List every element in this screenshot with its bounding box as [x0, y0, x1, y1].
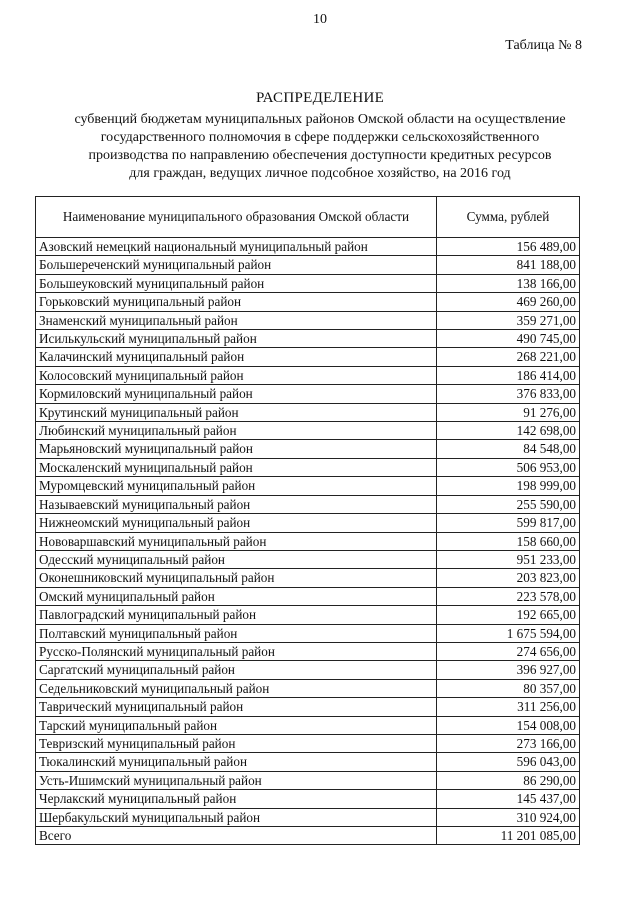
subtitle-line: для граждан, ведущих личное подсобное хозяйство, на 2016 год — [129, 166, 511, 181]
subsidy-amount: 91 276,00 — [437, 403, 580, 421]
table-label: Таблица № 8 — [505, 38, 582, 53]
subsidy-amount: 311 256,00 — [437, 698, 580, 716]
district-name: Оконешниковский муниципальный район — [36, 569, 437, 587]
subsidy-amount: 268 221,00 — [437, 348, 580, 366]
table-row — [36, 679, 580, 697]
district-name: Азовский немецкий национальный муниципальный район — [36, 238, 437, 256]
subsidy-amount: 80 357,00 — [437, 679, 580, 697]
table-row — [36, 642, 580, 660]
table-row — [36, 532, 580, 550]
subsidy-amount: 186 414,00 — [437, 366, 580, 384]
district-name: Называевский муниципальный район — [36, 495, 437, 513]
table-row — [36, 624, 580, 642]
district-name: Кормиловский муниципальный район — [36, 385, 437, 403]
subsidy-amount: 223 578,00 — [437, 587, 580, 605]
subsidy-amount: 490 745,00 — [437, 330, 580, 348]
table-row — [36, 238, 580, 256]
district-name: Большеуковский муниципальный район — [36, 274, 437, 292]
subsidy-amount: 154 008,00 — [437, 716, 580, 734]
table-row — [36, 790, 580, 808]
subsidy-amount: 86 290,00 — [437, 771, 580, 789]
subsidy-amount: 396 927,00 — [437, 661, 580, 679]
subsidy-amount: 376 833,00 — [437, 385, 580, 403]
table-row — [36, 440, 580, 458]
document-title: РАСПРЕДЕЛЕНИЕ — [255, 90, 385, 106]
district-name: Нововаршавский муниципальный район — [36, 532, 437, 550]
district-name: Калачинский муниципальный район — [36, 348, 437, 366]
district-name: Горьковский муниципальный район — [36, 293, 437, 311]
table-row — [36, 422, 580, 440]
district-name: Большереченский муниципальный район — [36, 256, 437, 274]
subsidy-amount: 158 660,00 — [437, 532, 580, 550]
subsidy-amount: 599 817,00 — [437, 514, 580, 532]
table-row — [36, 293, 580, 311]
subsidy-amount: 203 823,00 — [437, 569, 580, 587]
district-name: Крутинский муниципальный район — [36, 403, 437, 421]
subsidy-amount: 841 188,00 — [437, 256, 580, 274]
table-row — [36, 495, 580, 513]
subsidy-amount: 145 437,00 — [437, 790, 580, 808]
subsidy-amount: 274 656,00 — [437, 642, 580, 660]
total-amount: 11 201 085,00 — [437, 827, 580, 845]
district-name: Таврический муниципальный район — [36, 698, 437, 716]
district-name: Шербакульский муниципальный район — [36, 808, 437, 826]
table-row — [36, 348, 580, 366]
district-name: Москаленский муниципальный район — [36, 458, 437, 476]
column-header-amount: Сумма, рублей — [437, 197, 580, 238]
subsidy-amount: 138 166,00 — [437, 274, 580, 292]
subsidy-amount: 84 548,00 — [437, 440, 580, 458]
district-name: Усть-Ишимский муниципальный район — [36, 771, 437, 789]
table-row — [36, 366, 580, 384]
subsidy-amount: 273 166,00 — [437, 734, 580, 752]
table-row — [36, 330, 580, 348]
table-row — [36, 403, 580, 421]
table-row — [36, 569, 580, 587]
district-name: Марьяновский муниципальный район — [36, 440, 437, 458]
subsidy-amount: 198 999,00 — [437, 477, 580, 495]
table-row — [36, 753, 580, 771]
subsidy-amount: 359 271,00 — [437, 311, 580, 329]
district-name: Русско-Полянский муниципальный район — [36, 642, 437, 660]
district-name: Нижнеомский муниципальный район — [36, 514, 437, 532]
subtitle-line: государственного полномочия в сфере поддержки сельскохозяйственного — [100, 130, 540, 145]
table-row — [36, 587, 580, 605]
table-row — [36, 550, 580, 568]
district-name: Саргатский муниципальный район — [36, 661, 437, 679]
district-name: Седельниковский муниципальный район — [36, 679, 437, 697]
subsidy-amount: 255 590,00 — [437, 495, 580, 513]
subsidy-amount: 506 953,00 — [437, 458, 580, 476]
table-row — [36, 477, 580, 495]
table-row — [36, 661, 580, 679]
table-row — [36, 514, 580, 532]
table-row — [36, 385, 580, 403]
subtitle-line: субвенций бюджетам муниципальных районов Омской области на осуществление — [74, 112, 566, 127]
subsidy-amount: 951 233,00 — [437, 550, 580, 568]
subtitle-line: производства по направлению обеспечения доступности кредитных ресурсов — [88, 148, 552, 163]
district-name: Любинский муниципальный район — [36, 422, 437, 440]
district-name: Знаменский муниципальный район — [36, 311, 437, 329]
table-row — [36, 274, 580, 292]
total-row — [36, 827, 580, 845]
subsidy-amount: 596 043,00 — [437, 753, 580, 771]
table-row — [36, 606, 580, 624]
district-name: Полтавский муниципальный район — [36, 624, 437, 642]
distribution-table — [35, 196, 580, 845]
table-row — [36, 256, 580, 274]
total-label: Всего — [36, 827, 437, 845]
district-name: Тарский муниципальный район — [36, 716, 437, 734]
subsidy-amount: 469 260,00 — [437, 293, 580, 311]
table-row — [36, 458, 580, 476]
district-name: Одесский муниципальный район — [36, 550, 437, 568]
column-header-name: Наименование муниципального образования Омской области — [36, 197, 437, 238]
table-body — [36, 238, 580, 845]
table-row — [36, 311, 580, 329]
district-name: Павлоградский муниципальный район — [36, 606, 437, 624]
district-name: Тевризский муниципальный район — [36, 734, 437, 752]
subsidy-amount: 142 698,00 — [437, 422, 580, 440]
district-name: Черлакский муниципальный район — [36, 790, 437, 808]
subsidy-amount: 192 665,00 — [437, 606, 580, 624]
table-row — [36, 734, 580, 752]
district-name: Колосовский муниципальный район — [36, 366, 437, 384]
table-row — [36, 771, 580, 789]
table-row — [36, 808, 580, 826]
district-name: Омский муниципальный район — [36, 587, 437, 605]
district-name: Тюкалинский муниципальный район — [36, 753, 437, 771]
table-row — [36, 698, 580, 716]
document-subtitle — [60, 111, 580, 183]
district-name: Муромцевский муниципальный район — [36, 477, 437, 495]
table-header-row — [36, 197, 580, 238]
table-row — [36, 716, 580, 734]
subsidy-amount: 1 675 594,00 — [437, 624, 580, 642]
subsidy-amount: 156 489,00 — [437, 238, 580, 256]
subsidy-amount: 310 924,00 — [437, 808, 580, 826]
page-number: 10 — [313, 12, 327, 27]
district-name: Исилькульский муниципальный район — [36, 330, 437, 348]
